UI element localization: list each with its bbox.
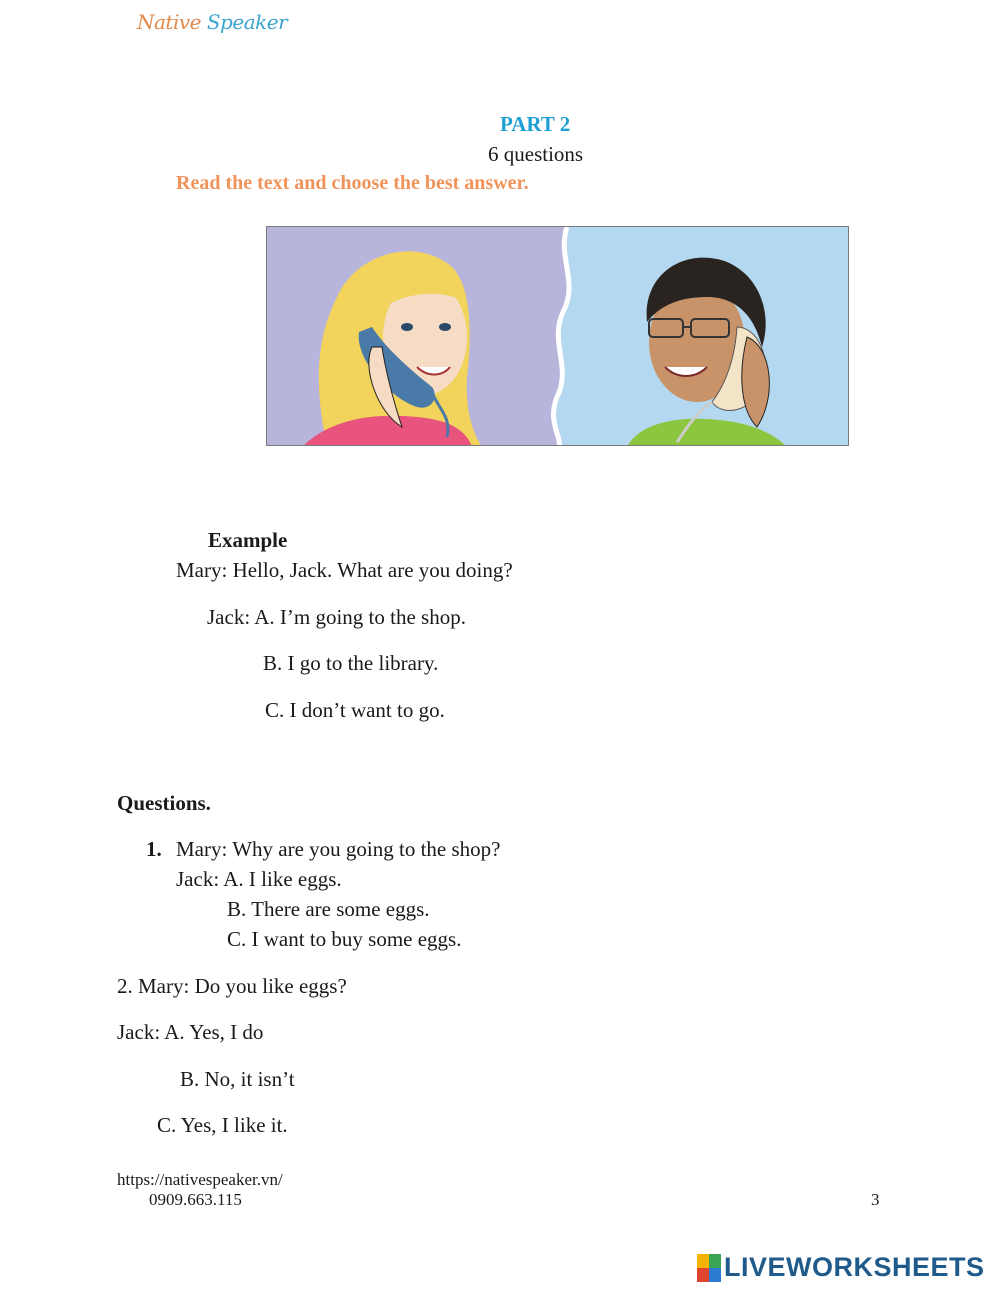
- example-question: Mary: Hello, Jack. What are you doing?: [176, 558, 513, 582]
- question-1-number: 1.: [146, 837, 162, 861]
- liveworksheets-text: LIVEWORKSHEETS: [724, 1252, 985, 1282]
- question-2-text: 2. Mary: Do you like eggs?: [117, 974, 347, 998]
- question-2-option-b[interactable]: B. No, it isn’t: [180, 1067, 295, 1091]
- question-1-option-a[interactable]: Jack: A. I like eggs.: [176, 867, 342, 891]
- example-option-b: B. I go to the library.: [263, 651, 439, 675]
- instruction-text: Read the text and choose the best answer.: [176, 172, 529, 194]
- question-count: 6 questions: [488, 142, 584, 166]
- page-number: 3: [871, 1190, 880, 1209]
- phone-call-illustration: [266, 226, 849, 446]
- question-1-option-b[interactable]: B. There are some eggs.: [227, 897, 430, 921]
- example-heading: Example: [208, 528, 288, 552]
- native-speaker-logo: Native Speaker: [137, 10, 288, 34]
- question-2-option-a[interactable]: Jack: A. Yes, I do: [117, 1020, 264, 1044]
- example-option-a: Jack: A. I’m going to the shop.: [207, 605, 466, 629]
- footer-url[interactable]: https://nativespeaker.vn/: [117, 1170, 283, 1189]
- question-1-text: Mary: Why are you going to the shop?: [176, 837, 501, 861]
- question-2-option-c[interactable]: C. Yes, I like it.: [157, 1113, 288, 1137]
- question-1-option-c[interactable]: C. I want to buy some eggs.: [227, 927, 462, 951]
- part-title: PART 2: [500, 112, 571, 136]
- example-option-c: C. I don’t want to go.: [265, 698, 445, 722]
- liveworksheets-logo: [697, 1252, 985, 1283]
- liveworksheets-icon: [697, 1254, 721, 1282]
- questions-heading: Questions.: [117, 791, 211, 815]
- footer-phone: 0909.663.115: [149, 1190, 242, 1209]
